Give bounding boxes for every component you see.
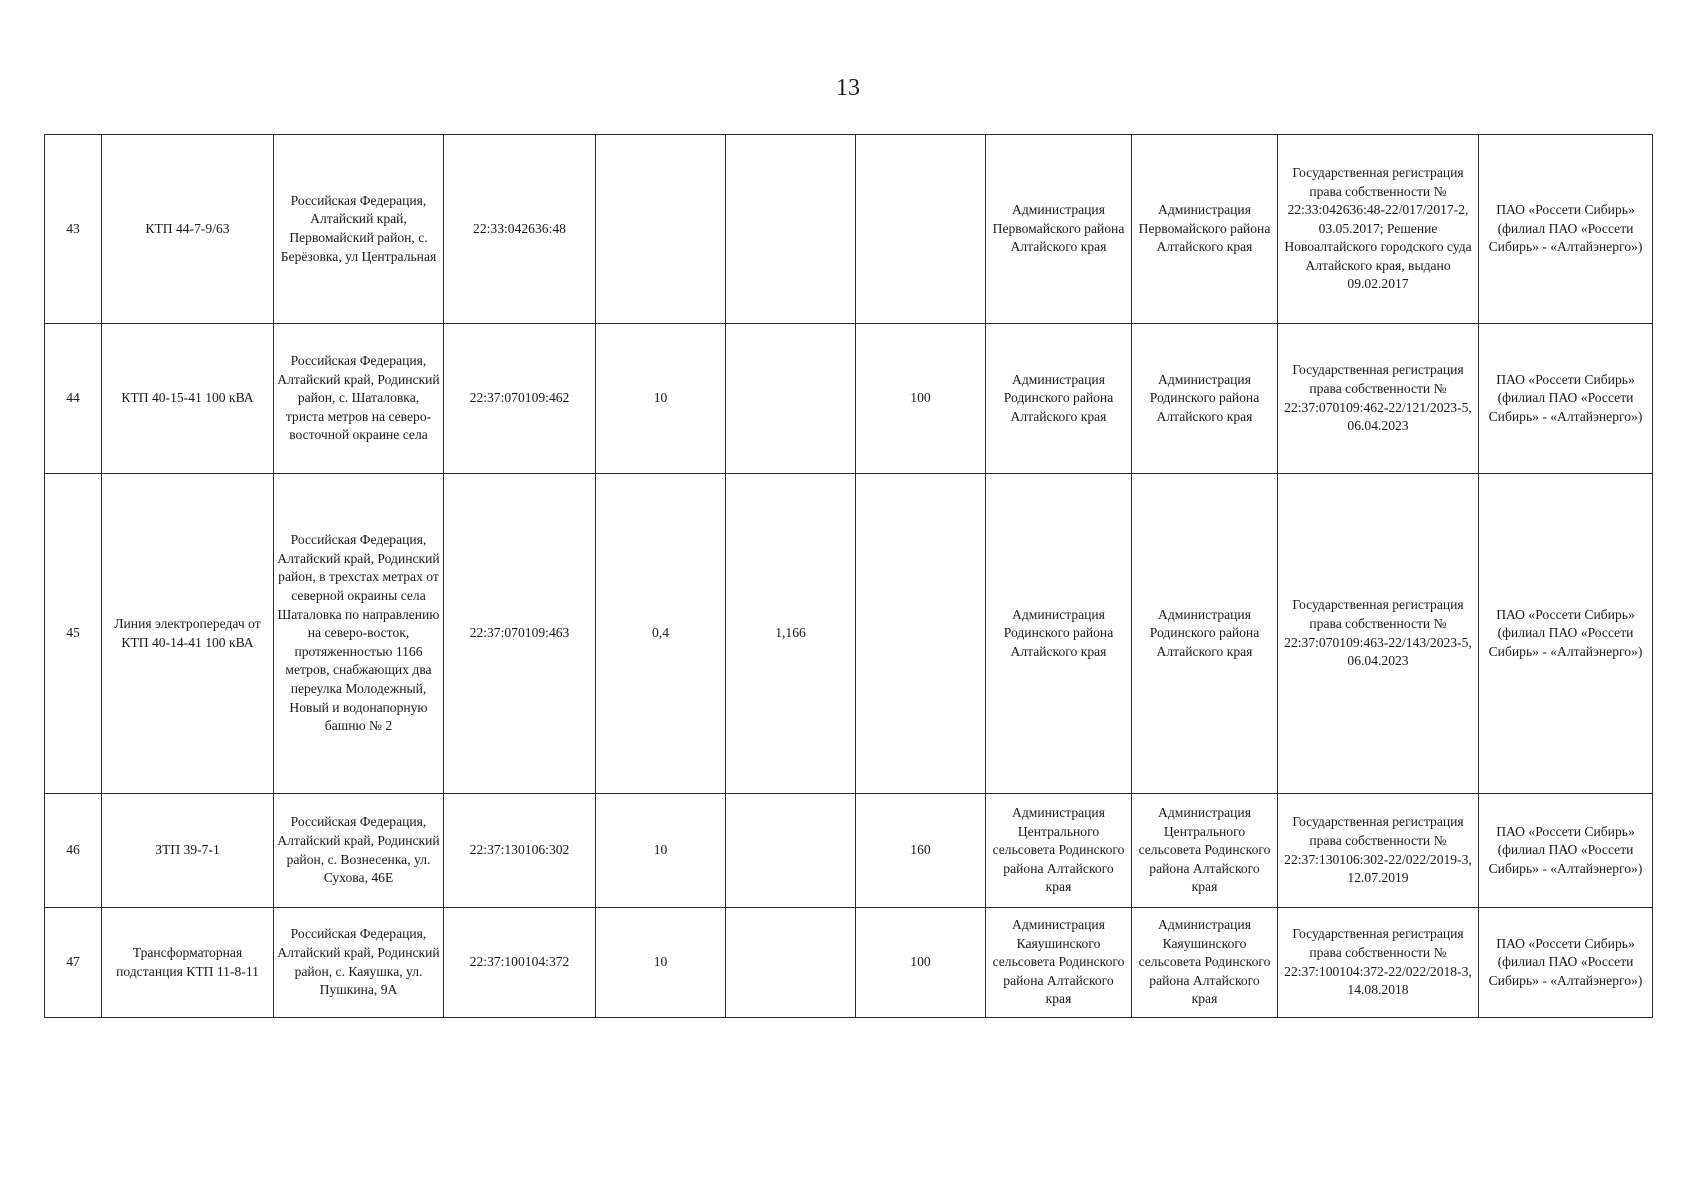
- power-cell: [856, 135, 986, 324]
- owner-cell: ПАО «Россети Сибирь» (филиал ПАО «Россети Сибирь» - «Алтайэнерго»): [1479, 794, 1653, 908]
- cadastral-number-cell: 22:33:042636:48: [444, 135, 596, 324]
- table-row: [45, 908, 1653, 1018]
- address-cell: Российская Федерация, Алтайский край, Родинский район, с. Каяушка, ул. Пушкина, 9А: [274, 908, 444, 1018]
- row-number-cell: 43: [45, 135, 102, 324]
- table-row: [45, 474, 1653, 794]
- power-cell: 100: [856, 908, 986, 1018]
- length-cell: [726, 135, 856, 324]
- administration-cell: Администрация Родинского района Алтайского края: [986, 324, 1132, 474]
- row-number-cell: 47: [45, 908, 102, 1018]
- object-name-cell: Линия электропередач от КТП 40-14-41 100 кВА: [102, 474, 274, 794]
- voltage-cell: 10: [596, 794, 726, 908]
- page-number: 13: [836, 75, 860, 101]
- cadastral-number-cell: 22:37:070109:462: [444, 324, 596, 474]
- cadastral-number-cell: 22:37:130106:302: [444, 794, 596, 908]
- row-number-cell: 46: [45, 794, 102, 908]
- power-cell: 100: [856, 324, 986, 474]
- object-name-cell: КТП 44-7-9/63: [102, 135, 274, 324]
- administration-cell: Администрация Первомайского района Алтайского края: [1132, 135, 1278, 324]
- address-cell: Российская Федерация, Алтайский край, Первомайский район, с. Берёзовка, ул Центральная: [274, 135, 444, 324]
- power-cell: 160: [856, 794, 986, 908]
- owner-cell: ПАО «Россети Сибирь» (филиал ПАО «Россети Сибирь» - «Алтайэнерго»): [1479, 324, 1653, 474]
- registration-cell: Государственная регистрация права собственности № 22:37:070109:463-22/143/2023-5, 06.04.2023: [1278, 474, 1479, 794]
- administration-cell: Администрация Родинского района Алтайского края: [1132, 474, 1278, 794]
- object-name-cell: ЗТП 39-7-1: [102, 794, 274, 908]
- voltage-cell: 10: [596, 324, 726, 474]
- length-cell: [726, 908, 856, 1018]
- table-row: [45, 794, 1653, 908]
- registration-cell: Государственная регистрация права собственности № 22:37:070109:462-22/121/2023-5, 06.04.2023: [1278, 324, 1479, 474]
- table-row: [45, 324, 1653, 474]
- voltage-cell: 0,4: [596, 474, 726, 794]
- owner-cell: ПАО «Россети Сибирь» (филиал ПАО «Россети Сибирь» - «Алтайэнерго»): [1479, 135, 1653, 324]
- object-name-cell: КТП 40-15-41 100 кВА: [102, 324, 274, 474]
- registration-cell: Государственная регистрация права собственности № 22:37:130106:302-22/022/2019-3, 12.07.2019: [1278, 794, 1479, 908]
- address-cell: Российская Федерация, Алтайский край, Родинский район, с. Вознесенка, ул. Сухова, 46Е: [274, 794, 444, 908]
- administration-cell: Администрация Центрального сельсовета Родинского района Алтайского края: [986, 794, 1132, 908]
- length-cell: [726, 794, 856, 908]
- administration-cell: Администрация Каяушинского сельсовета Родинского района Алтайского края: [986, 908, 1132, 1018]
- property-registry-table: [44, 134, 1653, 1018]
- registration-cell: Государственная регистрация права собственности № 22:33:042636:48-22/017/2017-2, 03.05.2017; Решение Новоалтайского городского суда Алтайского края, выдано 09.02.2017: [1278, 135, 1479, 324]
- registration-cell: Государственная регистрация права собственности № 22:37:100104:372-22/022/2018-3, 14.08.2018: [1278, 908, 1479, 1018]
- administration-cell: Администрация Каяушинского сельсовета Родинского района Алтайского края: [1132, 908, 1278, 1018]
- length-cell: [726, 324, 856, 474]
- row-number-cell: 44: [45, 324, 102, 474]
- table-row: [45, 135, 1653, 324]
- object-name-cell: Трансформаторная подстанция КТП 11-8-11: [102, 908, 274, 1018]
- owner-cell: ПАО «Россети Сибирь» (филиал ПАО «Россети Сибирь» - «Алтайэнерго»): [1479, 908, 1653, 1018]
- administration-cell: Администрация Родинского района Алтайского края: [1132, 324, 1278, 474]
- length-cell: 1,166: [726, 474, 856, 794]
- cadastral-number-cell: 22:37:100104:372: [444, 908, 596, 1018]
- owner-cell: ПАО «Россети Сибирь» (филиал ПАО «Россети Сибирь» - «Алтайэнерго»): [1479, 474, 1653, 794]
- power-cell: [856, 474, 986, 794]
- voltage-cell: [596, 135, 726, 324]
- administration-cell: Администрация Центрального сельсовета Родинского района Алтайского края: [1132, 794, 1278, 908]
- voltage-cell: 10: [596, 908, 726, 1018]
- address-cell: Российская Федерация, Алтайский край, Родинский район, с. Шаталовка, триста метров на северо-восточной окраине села: [274, 324, 444, 474]
- row-number-cell: 45: [45, 474, 102, 794]
- administration-cell: Администрация Первомайского района Алтайского края: [986, 135, 1132, 324]
- cadastral-number-cell: 22:37:070109:463: [444, 474, 596, 794]
- administration-cell: Администрация Родинского района Алтайского края: [986, 474, 1132, 794]
- address-cell: Российская Федерация, Алтайский край, Родинский район, в трехстах метрах от северной окраины села Шаталовка по направлению на северо-восток, протяженностью 1166 метров, снабжающих два переулка Молодежный, Новый и водонапорную башню № 2: [274, 474, 444, 794]
